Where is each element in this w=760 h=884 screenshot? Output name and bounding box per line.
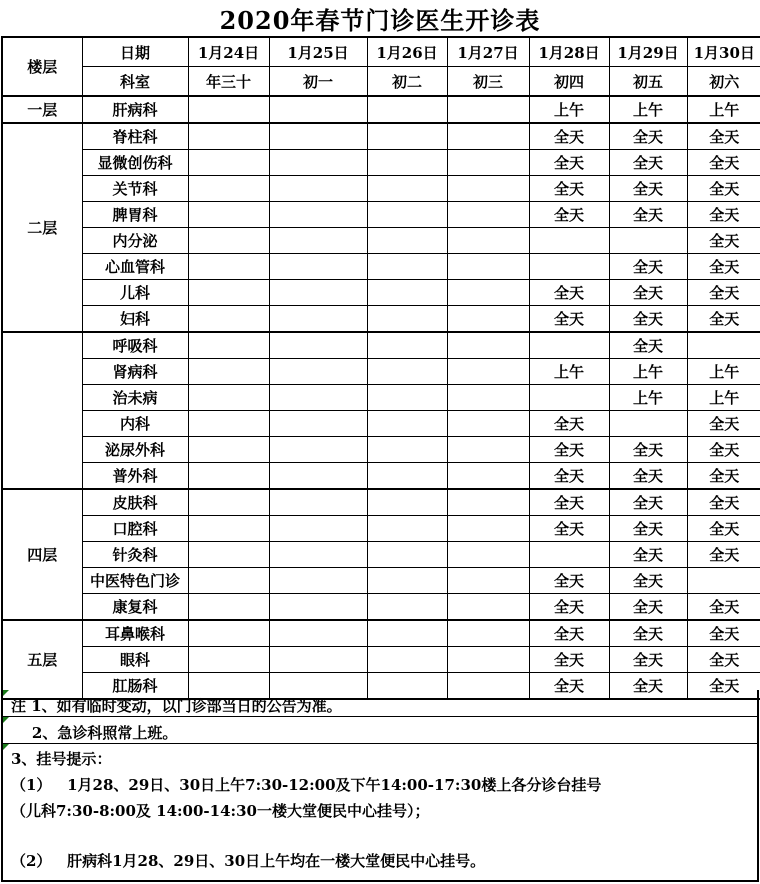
schedule-cell: 全天 [687, 516, 760, 542]
dept-cell: 治未病 [82, 385, 188, 411]
schedule-cell: 全天 [609, 176, 687, 202]
schedule-cell [269, 594, 367, 621]
dept-cell: 内分泌 [82, 228, 188, 254]
schedule-cell: 全天 [529, 150, 609, 176]
cell-corner-marker [3, 744, 9, 750]
schedule-cell: 全天 [529, 594, 609, 621]
schedule-cell [188, 542, 269, 568]
schedule-cell [367, 176, 447, 202]
table-row [2, 516, 760, 542]
schedule-table [1, 36, 760, 700]
note-6: （2） 肝病科1月28、29日、30日上午均在一楼大堂便民中心挂号。 [11, 852, 486, 870]
schedule-cell: 全天 [529, 673, 609, 700]
schedule-cell [188, 620, 269, 647]
schedule-cell: 上午 [687, 385, 760, 411]
dept-cell: 肝病科 [82, 96, 188, 123]
schedule-cell [447, 516, 529, 542]
schedule-cell: 全天 [609, 516, 687, 542]
dept-cell: 呼吸科 [82, 332, 188, 359]
schedule-cell [269, 568, 367, 594]
schedule-cell: 全天 [609, 437, 687, 463]
cell-corner-marker [3, 717, 9, 723]
dept-cell: 眼科 [82, 647, 188, 673]
schedule-cell [188, 150, 269, 176]
schedule-cell [188, 123, 269, 150]
schedule-cell: 上午 [609, 96, 687, 123]
schedule-cell: 全天 [687, 411, 760, 437]
schedule-cell: 全天 [609, 123, 687, 150]
schedule-cell [188, 516, 269, 542]
schedule-cell [367, 463, 447, 490]
dept-cell: 内科 [82, 411, 188, 437]
notes-section [1, 690, 759, 882]
schedule-cell [188, 463, 269, 490]
schedule-cell: 全天 [529, 437, 609, 463]
schedule-cell [367, 594, 447, 621]
table-row [2, 542, 760, 568]
schedule-cell [447, 411, 529, 437]
schedule-cell [188, 96, 269, 123]
schedule-cell [188, 306, 269, 333]
schedule-cell [447, 594, 529, 621]
date-cell: 1月24日 [188, 37, 269, 67]
schedule-cell [188, 385, 269, 411]
schedule-cell [367, 489, 447, 516]
schedule-cell [529, 332, 609, 359]
schedule-cell: 上午 [687, 359, 760, 385]
schedule-cell: 全天 [609, 594, 687, 621]
schedule-cell [367, 306, 447, 333]
schedule-cell: 全天 [687, 202, 760, 228]
schedule-cell [269, 150, 367, 176]
dept-cell: 针灸科 [82, 542, 188, 568]
schedule-cell [269, 542, 367, 568]
lunar-day-cell: 初五 [609, 67, 687, 97]
schedule-cell [367, 359, 447, 385]
schedule-cell [188, 202, 269, 228]
dept-cell: 泌尿外科 [82, 437, 188, 463]
schedule-cell: 上午 [609, 359, 687, 385]
page-title: 2020年春节门诊医生开诊表 [219, 5, 541, 35]
table-row [2, 463, 760, 490]
lunar-day-cell: 初一 [269, 67, 367, 97]
table-row [2, 332, 760, 359]
schedule-cell [367, 280, 447, 306]
dept-cell: 皮肤科 [82, 489, 188, 516]
floor-cell: 二层 [2, 123, 82, 332]
schedule-cell [687, 568, 760, 594]
schedule-cell: 全天 [687, 542, 760, 568]
table-row [2, 620, 760, 647]
table-row [2, 228, 760, 254]
table-row [2, 150, 760, 176]
schedule-cell: 全天 [687, 176, 760, 202]
schedule-cell: 全天 [687, 620, 760, 647]
table-row [2, 385, 760, 411]
table-row [2, 359, 760, 385]
header-row-dates [2, 37, 760, 67]
schedule-cell [269, 620, 367, 647]
schedule-cell: 全天 [609, 254, 687, 280]
schedule-cell [188, 359, 269, 385]
schedule-cell [447, 359, 529, 385]
schedule-cell [188, 332, 269, 359]
schedule-cell: 全天 [687, 306, 760, 333]
schedule-cell [609, 411, 687, 437]
table-row [2, 280, 760, 306]
schedule-cell: 全天 [529, 489, 609, 516]
note-1: 注 1、如有临时变动，以门诊部当日的公告为准。 [11, 697, 342, 715]
schedule-cell: 全天 [529, 516, 609, 542]
schedule-cell: 全天 [609, 489, 687, 516]
date-cell: 1月25日 [269, 37, 367, 67]
schedule-cell: 全天 [609, 332, 687, 359]
schedule-cell [367, 202, 447, 228]
schedule-cell [367, 332, 447, 359]
table-row [2, 437, 760, 463]
schedule-cell [447, 437, 529, 463]
table-row [2, 568, 760, 594]
schedule-cell: 上午 [687, 96, 760, 123]
date-cell: 1月27日 [447, 37, 529, 67]
schedule-cell: 全天 [687, 437, 760, 463]
schedule-cell [447, 489, 529, 516]
dept-cell: 心血管科 [82, 254, 188, 280]
schedule-cell [447, 647, 529, 673]
schedule-cell [447, 385, 529, 411]
floor-cell [2, 332, 82, 489]
table-row [2, 594, 760, 621]
schedule-cell: 全天 [529, 176, 609, 202]
schedule-cell [367, 542, 447, 568]
schedule-cell [367, 647, 447, 673]
schedule-cell [269, 489, 367, 516]
schedule-cell [447, 96, 529, 123]
schedule-cell: 全天 [687, 673, 760, 700]
schedule-cell: 全天 [529, 568, 609, 594]
schedule-cell: 全天 [529, 202, 609, 228]
dept-cell: 儿科 [82, 280, 188, 306]
schedule-cell: 上午 [529, 359, 609, 385]
schedule-cell: 全天 [687, 254, 760, 280]
schedule-cell [367, 568, 447, 594]
schedule-cell [687, 332, 760, 359]
schedule-cell: 全天 [687, 463, 760, 490]
schedule-cell [367, 437, 447, 463]
schedule-cell: 全天 [609, 306, 687, 333]
dept-cell: 妇科 [82, 306, 188, 333]
schedule-cell [188, 176, 269, 202]
date-cell: 1月26日 [367, 37, 447, 67]
schedule-cell: 全天 [529, 280, 609, 306]
dept-header: 科室 [82, 67, 188, 97]
schedule-cell: 上午 [529, 96, 609, 123]
schedule-cell [447, 254, 529, 280]
lunar-day-cell: 初六 [687, 67, 760, 97]
floor-cell: 五层 [2, 620, 82, 699]
schedule-cell [269, 437, 367, 463]
schedule-cell [447, 123, 529, 150]
schedule-cell: 全天 [609, 150, 687, 176]
schedule-cell [447, 542, 529, 568]
dept-cell: 口腔科 [82, 516, 188, 542]
schedule-cell: 全天 [529, 411, 609, 437]
schedule-cell [447, 150, 529, 176]
schedule-cell [367, 620, 447, 647]
dept-cell: 脊柱科 [82, 123, 188, 150]
floor-cell: 四层 [2, 489, 82, 620]
schedule-cell [269, 96, 367, 123]
schedule-cell [447, 228, 529, 254]
schedule-cell [269, 202, 367, 228]
schedule-cell [269, 411, 367, 437]
schedule-cell: 全天 [687, 150, 760, 176]
schedule-cell [188, 568, 269, 594]
schedule-cell [269, 359, 367, 385]
schedule-cell [367, 96, 447, 123]
table-row [2, 123, 760, 150]
schedule-cell [529, 542, 609, 568]
schedule-cell [367, 516, 447, 542]
schedule-cell [269, 332, 367, 359]
date-cell: 1月29日 [609, 37, 687, 67]
schedule-cell [269, 176, 367, 202]
schedule-cell: 全天 [529, 306, 609, 333]
note-3: 3、挂号提示： [11, 750, 112, 768]
schedule-cell: 全天 [687, 123, 760, 150]
table-row [2, 306, 760, 333]
schedule-cell: 全天 [609, 568, 687, 594]
schedule-cell [447, 280, 529, 306]
schedule-cell: 全天 [609, 542, 687, 568]
dept-cell: 显微创伤科 [82, 150, 188, 176]
dept-cell: 关节科 [82, 176, 188, 202]
schedule-cell [188, 647, 269, 673]
dept-cell: 肛肠科 [82, 673, 188, 700]
note-2: 2、急诊科照常上班。 [11, 724, 178, 742]
schedule-cell [367, 254, 447, 280]
schedule-cell [188, 411, 269, 437]
schedule-cell: 上午 [609, 385, 687, 411]
schedule-cell [529, 385, 609, 411]
schedule-cell: 全天 [609, 620, 687, 647]
lunar-day-cell: 初四 [529, 67, 609, 97]
dept-cell: 肾病科 [82, 359, 188, 385]
schedule-cell: 全天 [609, 647, 687, 673]
floor-header: 楼层 [2, 37, 82, 96]
floor-cell: 一层 [2, 96, 82, 123]
date-cell: 1月30日 [687, 37, 760, 67]
schedule-cell: 全天 [687, 594, 760, 621]
schedule-cell [447, 332, 529, 359]
schedule-cell [188, 228, 269, 254]
table-row [2, 176, 760, 202]
schedule-cell [269, 280, 367, 306]
schedule-cell [529, 254, 609, 280]
note-4: （1） 1月28、29日、30日上午7:30-12:00及下午14:00-17:30楼上各分诊台挂号 [11, 776, 602, 794]
table-row [2, 254, 760, 280]
schedule-cell [269, 306, 367, 333]
schedule-cell: 全天 [687, 647, 760, 673]
schedule-cell: 全天 [687, 228, 760, 254]
schedule-cell [269, 647, 367, 673]
schedule-cell [367, 150, 447, 176]
table-row [2, 202, 760, 228]
dept-cell: 耳鼻喉科 [82, 620, 188, 647]
schedule-cell [447, 463, 529, 490]
schedule-cell [188, 254, 269, 280]
schedule-cell [367, 228, 447, 254]
note-5: （儿科7:30-8:00及 14:00-14:30一楼大堂便民中心挂号）； [11, 802, 430, 820]
dept-cell: 中医特色门诊 [82, 568, 188, 594]
schedule-cell [367, 411, 447, 437]
notes-divider [3, 716, 757, 717]
schedule-cell: 全天 [609, 673, 687, 700]
header-row-lunar [2, 67, 760, 97]
schedule-cell [447, 620, 529, 647]
schedule-cell: 全天 [529, 463, 609, 490]
notes-divider [3, 743, 757, 744]
cell-corner-marker [3, 690, 9, 696]
schedule-cell [447, 306, 529, 333]
date-cell: 1月28日 [529, 37, 609, 67]
schedule-cell: 全天 [529, 647, 609, 673]
table-row [2, 96, 760, 123]
dept-cell: 脾胃科 [82, 202, 188, 228]
schedule-cell: 全天 [609, 463, 687, 490]
lunar-day-cell: 初二 [367, 67, 447, 97]
schedule-cell: 全天 [529, 620, 609, 647]
schedule-cell [447, 202, 529, 228]
schedule-cell [188, 437, 269, 463]
date-header: 日期 [82, 37, 188, 67]
schedule-cell [269, 228, 367, 254]
schedule-cell: 全天 [687, 280, 760, 306]
schedule-cell [269, 254, 367, 280]
schedule-cell: 全天 [609, 280, 687, 306]
table-row [2, 411, 760, 437]
dept-cell: 普外科 [82, 463, 188, 490]
schedule-cell [447, 568, 529, 594]
schedule-cell [188, 489, 269, 516]
schedule-cell [269, 385, 367, 411]
schedule-cell [609, 228, 687, 254]
table-row [2, 489, 760, 516]
lunar-day-cell: 初三 [447, 67, 529, 97]
schedule-cell [269, 463, 367, 490]
lunar-day-cell: 年三十 [188, 67, 269, 97]
schedule-cell [367, 123, 447, 150]
schedule-cell [367, 385, 447, 411]
schedule-cell [269, 123, 367, 150]
schedule-cell: 全天 [529, 123, 609, 150]
schedule-cell [188, 280, 269, 306]
schedule-cell [529, 228, 609, 254]
schedule-cell [269, 516, 367, 542]
schedule-cell: 全天 [609, 202, 687, 228]
schedule-cell [188, 594, 269, 621]
table-row [2, 647, 760, 673]
schedule-cell [447, 176, 529, 202]
dept-cell: 康复科 [82, 594, 188, 621]
schedule-cell: 全天 [687, 489, 760, 516]
